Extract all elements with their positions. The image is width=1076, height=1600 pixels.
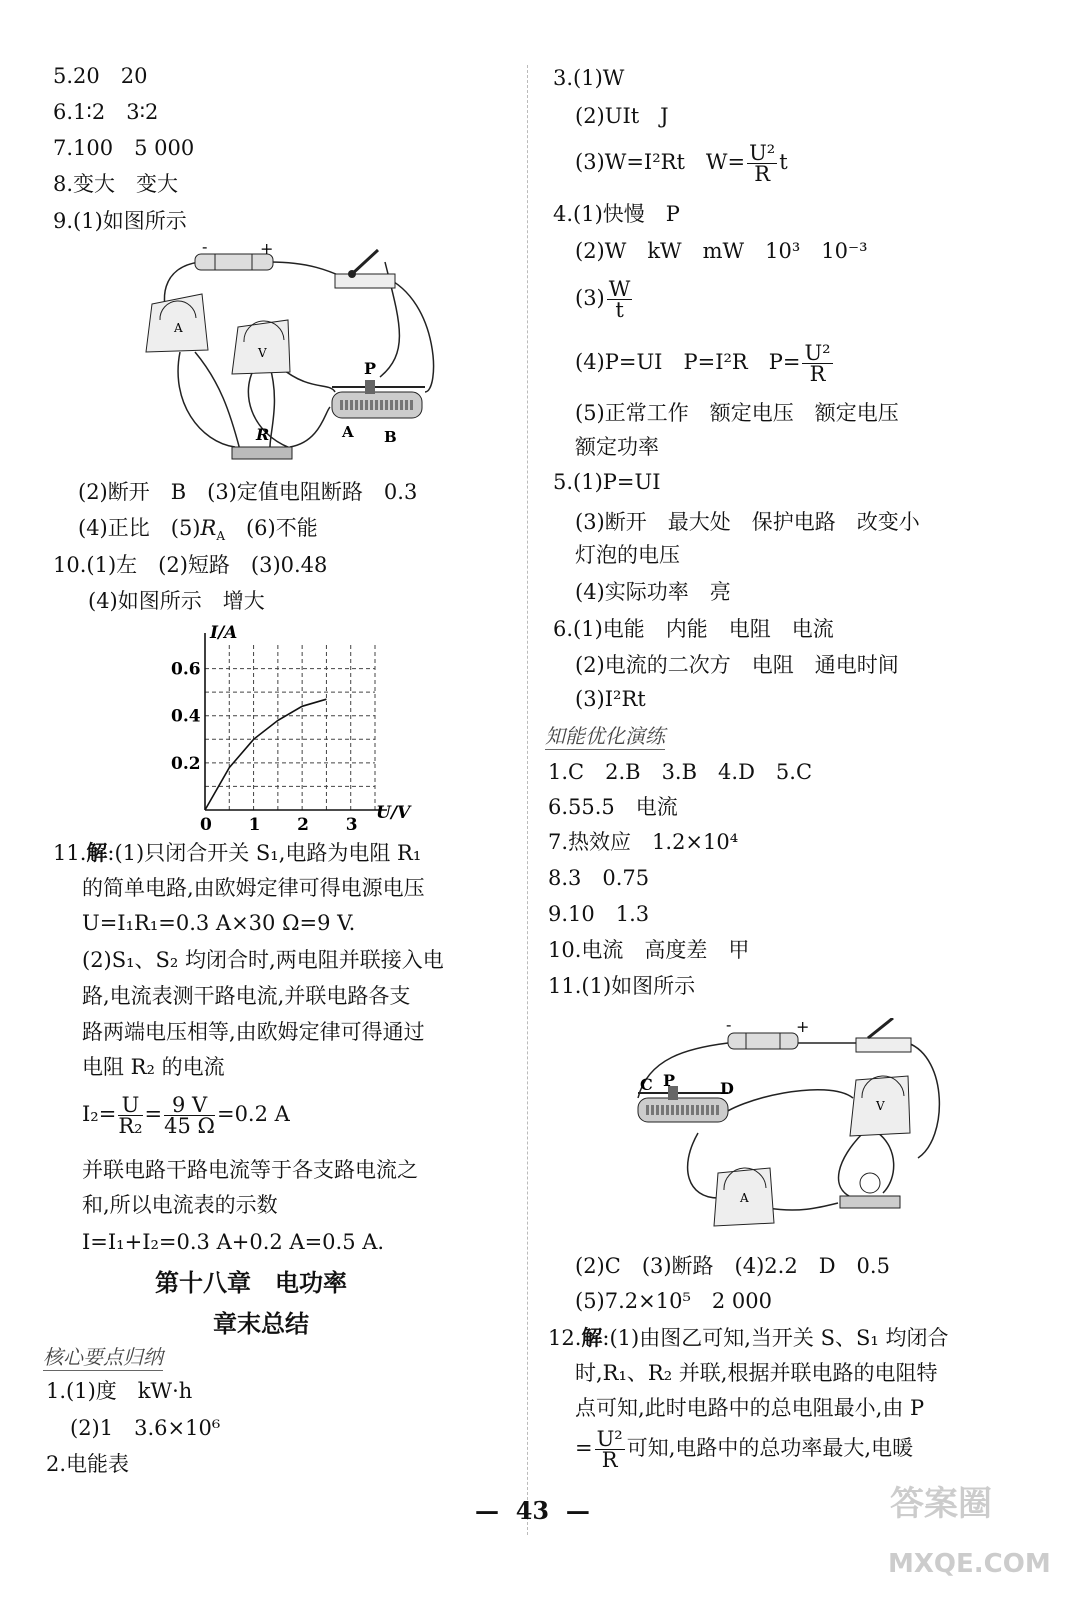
answer-r5-1: 5.(1)P=UI [553,470,661,494]
x-tick-label: 2 [297,815,309,830]
terminal-d-label: D [720,1079,734,1098]
answer-p7: 7.热效应 1.2×10⁴ [548,830,739,854]
column-divider [527,65,528,1535]
answer-r5-3: (3)断开 最大处 保护电路 改变小 [575,510,920,534]
ammeter-label: A [174,321,183,335]
answer-5: 5.20 20 [53,64,148,88]
page-number: — 43 — [475,1496,590,1525]
chapter-subtitle: 章末总结 [213,1309,309,1338]
answer-r6-3: (3)I²Rt [575,687,646,711]
answer-10: 10.(1)左 (2)短路 (3)0.48 [53,553,328,577]
ammeter2-label: A [740,1191,749,1205]
answer-9-4: (4)正比 $(5)R_A$ (6)不能 [78,516,318,544]
answer-r3-3: (3)W=I²Rt W= $\frac{\text{U²}}{R}$ t [575,141,788,186]
chapter-title: 第十八章 电功率 [155,1268,347,1297]
circuit-diagram-2 [628,1018,948,1238]
answer-s1-2: (2)1 3.6×10⁶ [70,1416,221,1440]
answer-r4-2: (2)W kW mW 10³ 10⁻³ [575,239,868,263]
battery-plus-label: + [260,242,274,258]
answer-r6-1: 6.(1)电能 内能 电阻 电流 [553,617,834,641]
watermark-logo: 答案圈 [890,1484,992,1524]
answer-mc: 1.C 2.B 3.B 4.D 5.C [548,760,813,784]
answer-r4-3: (3) $\frac{W}{t}$ [575,277,631,322]
voltmeter-label: V [258,346,267,360]
resistor-r-label: R [256,425,270,444]
answer-r5-3b: 灯泡的电压 [575,543,680,567]
section-heading-practice: 知能优化演练 [545,720,665,750]
answer-s1-1: 1.(1)度 kW·h [46,1379,193,1403]
section-heading-core: 核心要点归纳 [43,1341,163,1371]
answer-9-2: (2)断开 B (3)定值电阻断路 0.3 [78,480,418,504]
answer-r4-4: (4)P=UI P=I²R P= $\frac{\text{U²}}{R}$ [575,341,831,386]
chart-grid [205,645,375,810]
answer-p12-line4: = $\frac{\text{U²}}{R}$ 可知,电路中的总功率最大,电暖 [575,1427,914,1472]
answer-p11-1: 11.(1)如图所示 [548,974,696,998]
answer-10-4: (4)如图所示 增大 [88,589,265,613]
answer-11-line10: I=I₁+I₂=0.3 A+0.2 A=0.5 A. [82,1230,385,1254]
chart-x-label: U/V [376,803,411,823]
answer-s1-3: 2.电能表 [46,1452,130,1476]
battery2-plus-label: + [796,1018,810,1036]
terminal-c-label: C [640,1075,653,1094]
slider-p-label: P [364,359,377,378]
battery-minus-label: - [202,242,208,256]
chart-ticks [171,660,358,830]
x-tick-label: 1 [248,815,261,830]
answer-r4-1: 4.(1)快慢 P [553,202,680,226]
answer-9-1: 9.(1)如图所示 [53,209,187,233]
answer-r5-4: (4)实际功率 亮 [575,580,731,604]
answer-11-line2: 的简单电路,由欧姆定律可得电源电压 [82,876,425,900]
terminal-a-label: A [342,423,354,441]
chart-y-label: I/A [210,623,238,643]
answer-11-line9: 和,所以电流表的示数 [82,1193,278,1217]
answer-p6: 6.55.5 电流 [548,795,678,819]
answer-11-line8: 并联电路干路电流等于各支路电流之 [82,1158,418,1182]
answer-11-formula: I₂= $\frac{U}{\text{R₂}}$ = $\frac{9 V}{45 \Omega}$ =0.2 A [82,1093,290,1138]
answer-p8: 8.3 0.75 [548,866,650,890]
answer-r6-2: (2)电流的二次方 电阻 通电时间 [575,653,899,677]
answer-11-line6: 路两端电压相等,由欧姆定律可得通过 [82,1020,425,1044]
terminal-b-label: B [384,428,397,446]
answer-r4-5b: 额定功率 [575,435,659,459]
answer-8: 8.变大 变大 [53,172,179,196]
y-tick-label: 0.2 [171,753,201,774]
circuit-diagram-1 [140,242,440,467]
answer-11-line4: (2)S₁、S₂ 均闭合时,两电阻并联接入电 [82,948,444,972]
answer-r3-1: 3.(1)W [553,66,625,90]
battery2-minus-label: - [726,1018,732,1034]
answer-r3-2: (2)UIt J [575,104,669,128]
answer-p12-line3: 点可知,此时电路中的总电阻最小,由 P [575,1396,925,1420]
iu-chart [160,620,420,830]
answer-p12-line1: 12.解:(1)由图乙可知,当开关 S、S₁ 均闭合 [548,1325,949,1350]
answer-p10: 10.电流 高度差 甲 [548,938,750,962]
x-tick-label: 3 [345,815,358,830]
answer-p9: 9.10 1.3 [548,902,650,926]
answer-p11-2: (2)C (3)断路 (4)2.2 D 0.5 [575,1254,890,1278]
y-tick-label: 0.6 [171,659,201,680]
answer-p12-line2: 时,R₁、R₂ 并联,根据并联电路的电阻特 [575,1361,938,1385]
answer-11-line1: 11.解:(1)只闭合开关 S₁,电路为电阻 R₁ [53,840,422,865]
voltmeter2-label: V [876,1099,885,1113]
answer-6: 6.1∶2 3∶2 [53,100,159,124]
answer-p11-5: (5)7.2×10⁵ 2 000 [575,1289,772,1313]
answer-11-line7: 电阻 R₂ 的电流 [82,1055,225,1079]
chart-series-line [205,699,326,810]
answer-7: 7.100 5 000 [53,136,195,160]
chart-axes [205,633,387,810]
answer-11-line5: 路,电流表测干路电流,并联电路各支 [82,984,411,1008]
answer-11-line3: U=I₁R₁=0.3 A×30 Ω=9 V. [82,911,356,935]
y-tick-label: 0.4 [171,706,201,727]
x-tick-label: 0 [200,815,212,830]
answer-r4-5: (5)正常工作 额定电压 额定电压 [575,401,899,425]
watermark-url: MXQE.COM [888,1549,1051,1579]
slider2-p-label: P [663,1071,676,1090]
